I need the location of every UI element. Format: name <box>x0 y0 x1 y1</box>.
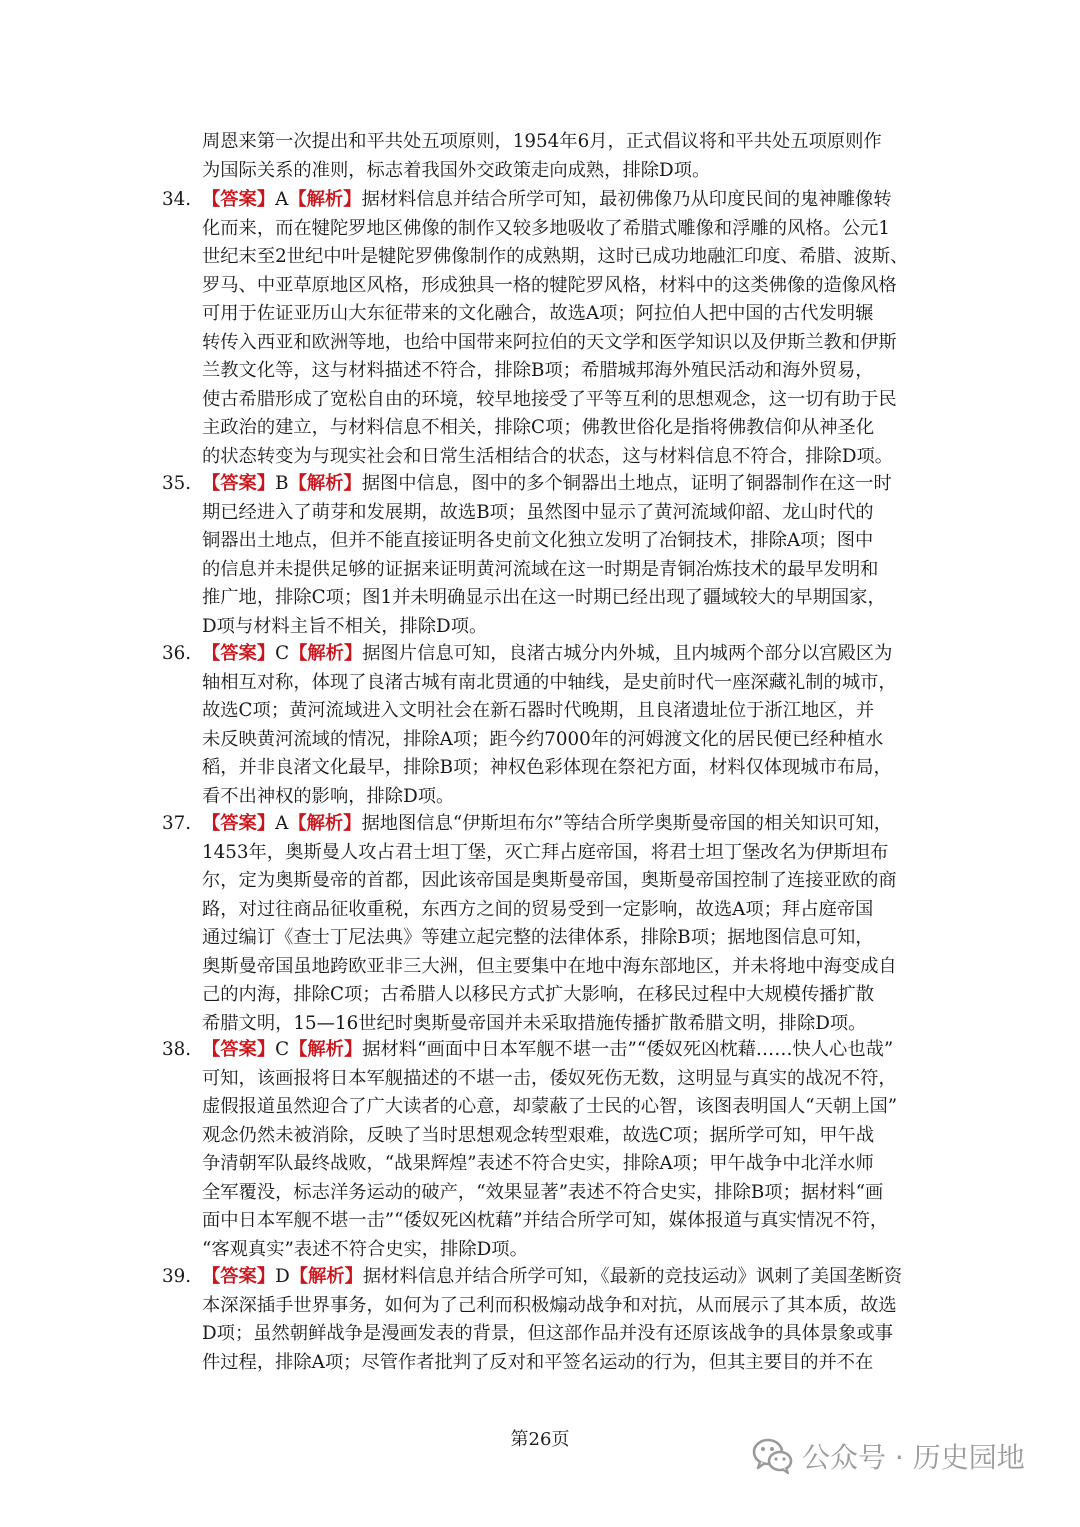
text-line: 兰教文化等，这与材料描述不符合，排除B项；希腊城邦海外殖民活动和海外贸易， <box>202 360 874 381</box>
answer-item-34 <box>162 186 918 471</box>
text-line: 尔，定为奥斯曼帝的首都，因此该帝国是奥斯曼帝国，奥斯曼帝国控制了连接亚欧的商 <box>202 870 897 891</box>
answer-label: 【答案】 <box>202 473 276 494</box>
text-line: 虚假报道虽然迎合了广大读者的心意，却蒙蔽了士民的心智，该图表明国人“天朝上国” <box>202 1096 898 1117</box>
text-line: 可用于佐证亚历山大东征带来的文化融合，故选A项；阿拉伯人把中国的古代发明辗 <box>202 303 874 324</box>
analysis-label: 【解析】 <box>289 1039 363 1060</box>
watermark <box>752 1434 1052 1478</box>
analysis-label: 【解析】 <box>288 189 362 210</box>
text-line: 可知，该画报将日本军舰描述的不堪一击，倭奴死伤无数，这明显与真实的战况不符， <box>202 1067 897 1089</box>
answer-label: 【答案】 <box>202 643 276 664</box>
analysis-text: 据材料信息并结合所学可知，最初佛像乃从印度民间的鬼神雕像转 <box>361 189 892 210</box>
text-line: 的信息并未提供足够的证据来证明黄河流域在这一时期是青铜冶炼技术的最早发明和 <box>202 558 879 580</box>
text-line: 期已经进入了萌芽和发展期，故选B项；虽然图中显示了黄河流域仰韶、龙山时代的 <box>202 501 874 523</box>
text-line: 推广地，排除C项；图1并未明确显示出在这一时期已经出现了疆域较大的早期国家， <box>202 587 886 608</box>
text-line: 稻，并非良渚文化最早，排除B项；神权色彩体现在祭祀方面，材料仅体现城市布局， <box>202 757 892 778</box>
answer-item-36 <box>162 640 918 811</box>
text-line: 主政治的建立，与材料信息不相关，排除C项；佛教世俗化是指将佛教信仰从神圣化 <box>202 417 875 438</box>
answer-item-38 <box>162 1036 918 1264</box>
answer-item-37 <box>162 810 918 1038</box>
text-line: D项；虽然朝鲜战争是漫画发表的背景，但这部作品并没有还原该战争的具体景象或事 <box>202 1323 894 1344</box>
text-line: 使古希腊形成了宽松自由的环境，较早地接受了平等互利的思想观念，这一切有助于民 <box>202 388 897 410</box>
text-line: 未反映黄河流域的情况，排除A项；距今约7000年的河姆渡文化的居民便已经种植水 <box>202 728 884 750</box>
first-line <box>202 1263 918 1292</box>
page-number: 第26页 <box>510 1429 570 1450</box>
text-line: 路，对过往商品征收重税，东西方之间的贸易受到一定影响，故选A项；拜占庭帝国 <box>202 898 874 920</box>
answer-letter: A <box>275 813 289 834</box>
intro-paragraph <box>202 128 918 185</box>
analysis-label: 【解析】 <box>289 1266 363 1287</box>
text-line: 为国际关系的准则，标志着我国外交政策走向成熟，排除D项。 <box>202 159 711 181</box>
text-line: 化而来，而在犍陀罗地区佛像的制作又较多地吸收了希腊式雕像和浮雕的风格。公元1 <box>202 217 891 239</box>
text-line: 本深深插手世界事务，如何为了己利而积极煽动战争和对抗，从而展示了其本质，故选 <box>202 1294 897 1316</box>
analysis-label: 【解析】 <box>288 813 362 834</box>
text-line: 铜器出土地点，但并不能直接证明各史前文化独立发明了冶铜技术，排除A项；图中 <box>202 530 874 551</box>
answer-label: 【答案】 <box>202 189 276 210</box>
text-line: D项与材料主旨不相关，排除D项。 <box>202 615 488 637</box>
answer-label: 【答案】 <box>202 1266 276 1287</box>
answer-letter: C <box>275 1039 290 1060</box>
question-number: 35. <box>162 473 192 494</box>
first-line <box>202 640 918 669</box>
answer-letter: C <box>275 643 290 664</box>
text-line: 观念仍然未被消除，反映了当时思想观念转型艰难，故选C项；据所学可知，甲午战 <box>202 1124 875 1146</box>
text-line: 转传入西亚和欧洲等地，也给中国带来阿拉伯的天文学和医学知识以及伊斯兰教和伊斯 <box>202 331 897 353</box>
watermark-text: 公众号 · 历史园地 <box>802 1441 1025 1474</box>
question-number: 39. <box>162 1266 192 1287</box>
answer-letter: B <box>275 473 289 494</box>
text-line: “客观真实”表述不符合史实，排除D项。 <box>202 1238 528 1260</box>
text-line: 争清朝军队最终战败，“战果辉煌”表述不符合史实，排除A项；甲午战争中北洋水师 <box>202 1153 874 1174</box>
analysis-text: 据材料信息并结合所学可知，《最新的竞技运动》讽刺了美国垄断资 <box>362 1266 903 1287</box>
first-line <box>202 1036 918 1065</box>
question-number: 34. <box>162 189 192 210</box>
analysis-text: 据图中信息，图中的多个铜器出土地点，证明了铜器制作在这一时 <box>361 473 892 494</box>
question-number: 38. <box>162 1039 192 1060</box>
question-number: 36. <box>162 643 192 664</box>
text-line: 件过程，排除A项；尽管作者批判了反对和平签名运动的行为，但其主要目的并不在 <box>202 1351 874 1373</box>
first-line <box>202 186 918 215</box>
text-line: 周恩来第一次提出和平共处五项原则，1954年6月，正式倡议将和平共处五项原则作 <box>202 131 882 152</box>
text-line: 己的内海，排除C项；古希腊人以移民方式扩大影响，在移民过程中大规模传播扩散 <box>202 984 875 1005</box>
text-line: 故选C项；黄河流域进入文明社会在新石器时代晚期，且良渚遗址位于浙江地区，并 <box>202 700 875 721</box>
answer-label: 【答案】 <box>202 1039 276 1060</box>
analysis-label: 【解析】 <box>289 643 363 664</box>
text-line: 世纪末至2世纪中叶是犍陀罗佛像制作的成熟期，这时已成功地融汇印度、希腊、波斯、 <box>202 246 909 267</box>
answer-item-39 <box>162 1263 918 1377</box>
text-line: 奥斯曼帝国虽地跨欧亚非三大洲，但主要集中在地中海东部地区，并未将地中海变成自 <box>202 955 897 977</box>
text-line: 希腊文明，15—16世纪时奥斯曼帝国并未采取措施传播扩散希腊文明，排除D项。 <box>202 1012 867 1034</box>
analysis-text: 据图片信息可知，良渚古城分内外城，且内城两个部分以宫殿区为 <box>362 643 893 664</box>
analysis-label: 【解析】 <box>288 473 362 494</box>
analysis-text: 据地图信息“伊斯坦布尔”等结合所学奥斯曼帝国的相关知识可知， <box>361 813 893 834</box>
text-line: 全军覆没，标志洋务运动的破产，“效果显著”表述不符合史实，排除B项；据材料“画 <box>202 1181 884 1203</box>
text-line: 1453年，奥斯曼人攻占君士坦丁堡，灭亡拜占庭帝国，将君士坦丁堡改名为伊斯坦布 <box>202 841 889 863</box>
answer-letter: A <box>275 189 289 210</box>
text-line: 通过编订《查士丁尼法典》等建立起完整的法律体系，排除B项；据地图信息可知， <box>202 927 874 948</box>
text-line: 看不出神权的影响，排除D项。 <box>202 785 455 807</box>
answer-item-35 <box>162 470 918 641</box>
text-line: 的状态转变为与现实社会和日常生活相结合的状态，这与材料信息不符合，排除D项。 <box>202 445 894 467</box>
text-line: 轴相互对称，体现了良渚古城有南北贯通的中轴线，是史前时代一座深藏礼制的城市， <box>202 671 897 693</box>
wechat-icon <box>752 1436 794 1476</box>
text-line: 罗马、中亚草原地区风格，形成独具一格的犍陀罗风格，材料中的这类佛像的造像风格 <box>202 274 897 296</box>
text-line: 面中日本军舰不堪一击”“倭奴死凶枕藉”并结合所学可知，媒体报道与真实情况不符， <box>202 1210 889 1231</box>
first-line <box>202 470 918 499</box>
question-number: 37. <box>162 813 192 834</box>
first-line <box>202 810 918 839</box>
answer-letter: D <box>275 1266 290 1287</box>
answer-label: 【答案】 <box>202 813 276 834</box>
analysis-text: 据材料“画面中日本军舰不堪一击”“倭奴死凶枕藉……快人心也哉” <box>362 1039 894 1060</box>
